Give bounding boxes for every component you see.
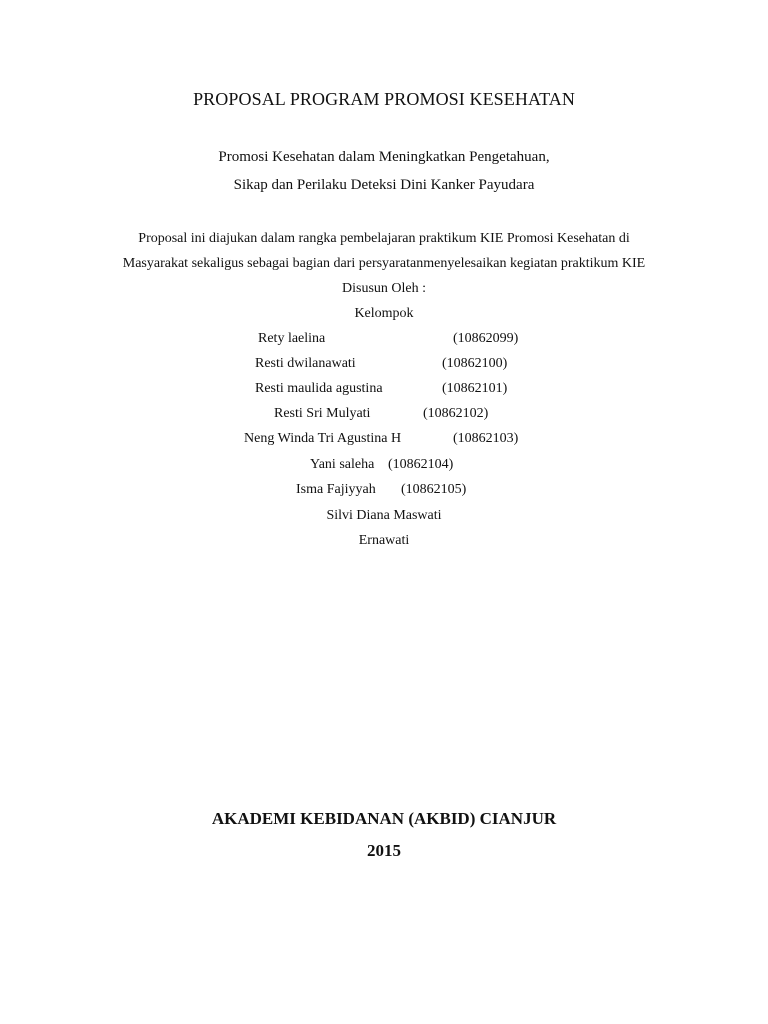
member-name: Isma Fajiyyah xyxy=(296,482,376,497)
prepared-by-label: Disusun Oleh : xyxy=(342,281,426,296)
member-name: Yani saleha xyxy=(310,457,375,472)
member-id: (10862105) xyxy=(401,482,467,497)
member-name: Ernawati xyxy=(358,533,410,548)
member-id: (10862104) xyxy=(388,457,454,472)
purpose-line-1: Proposal ini diajukan dalam rangka pembelajaran praktikum KIE Promosi Kesehatan di xyxy=(138,231,630,246)
member-name: Resti dwilanawati xyxy=(255,356,356,371)
member-name: Neng Winda Tri Agustina H xyxy=(244,431,402,446)
document-year: 2015 xyxy=(367,841,401,860)
group-label: Kelompok xyxy=(354,306,414,321)
member-name: Resti maulida agustina xyxy=(255,381,383,396)
member-name: Rety laelina xyxy=(258,331,326,346)
member-name: Silvi Diana Maswati xyxy=(326,508,442,523)
member-id: (10862103) xyxy=(453,431,519,446)
member-id: (10862101) xyxy=(442,381,508,396)
member-id: (10862100) xyxy=(442,356,508,371)
subtitle-line-2: Sikap dan Perilaku Deteksi Dini Kanker Payudara xyxy=(233,177,535,193)
purpose-line-2: Masyarakat sekaligus sebagai bagian dari persyaratanmenyelesaikan kegiatan praktikum KIE xyxy=(122,256,646,271)
document-title: PROPOSAL PROGRAM PROMOSI KESEHATAN xyxy=(193,89,575,109)
member-id: (10862102) xyxy=(423,406,489,421)
institution-name: AKADEMI KEBIDANAN (AKBID) CIANJUR xyxy=(211,809,557,828)
member-name: Resti Sri Mulyati xyxy=(274,406,371,421)
subtitle-line-1: Promosi Kesehatan dalam Meningkatkan Pengetahuan, xyxy=(218,149,550,165)
member-id: (10862099) xyxy=(453,331,519,346)
